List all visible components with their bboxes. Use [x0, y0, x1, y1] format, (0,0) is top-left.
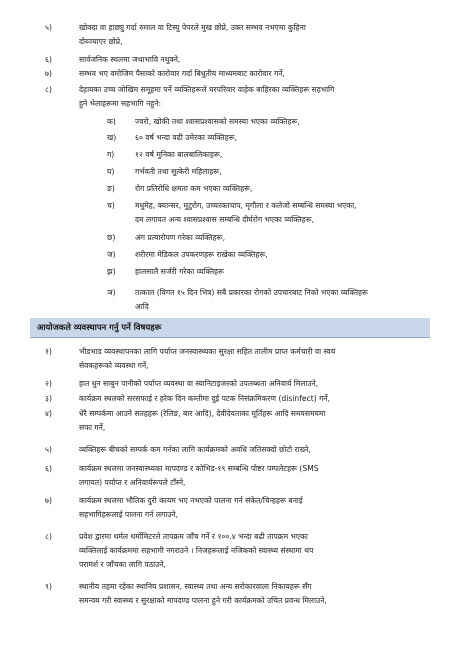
item-text	[79, 407, 427, 435]
item-text	[79, 494, 427, 522]
item-text	[79, 392, 427, 406]
item-number: २)	[45, 379, 52, 388]
text-line: शरीरमा मेडिकल उपकरणहरू राखेका व्यक्तिहरू,	[135, 250, 268, 259]
item-number: ६)	[45, 55, 52, 64]
sub-item-label: ञ)	[107, 288, 116, 297]
item-text	[135, 231, 425, 245]
item-text	[79, 67, 427, 81]
item-text	[135, 148, 425, 162]
sub-item-label: क)	[107, 117, 116, 126]
item-number: ४)	[45, 409, 52, 418]
item-text	[79, 21, 427, 49]
text-line: कार्यक्रम स्थलमा जनस्वास्थ्यका मापदण्ड र कोभिड-१९ सम्बन्धि पोष्टर पम्पलेटहरू (SMS	[79, 464, 319, 473]
text-line: प्रवेश द्वारमा थर्मल थर्मोमिटरले तापक्रम जाँच गर्ने र १००.४ भन्दा बढी तापक्रम भएका	[79, 532, 308, 541]
item-text	[135, 182, 425, 196]
text-line: १२ वर्ष मुनिका बालबालिकाहरू,	[135, 150, 223, 159]
item-text	[79, 345, 427, 373]
text-line: समन्वय गरी स्वास्थ्य र सुरक्षाको मापदण्ड पालना हुने गरी कार्यक्रमको उचित प्रवन्ध मिलाउने,	[79, 596, 327, 605]
item-text	[135, 265, 425, 279]
item-text	[135, 286, 425, 314]
text-line: कार्यक्रम स्थलमा भौतिक दुरी कायम भए नभएको पालना गर्न संकेत/चिन्हहरू बनाई	[79, 496, 303, 505]
text-line: सम्भव भए वमोजिम पैसाको कारोवार गर्दा बिधुतीय माध्यमबाट कारोवार गर्ने,	[79, 69, 285, 78]
text-line: सेवकहरूको व्यवस्था गर्ने,	[79, 361, 149, 370]
text-line: आदि	[135, 302, 149, 311]
text-line: स्थानीय तहमा रहेका स्थानिय प्रशासन, स्वास्थ्य तथा अन्य सरोकारवाला निकायहरू सँग	[79, 582, 312, 591]
item-text	[135, 165, 425, 179]
text-line: हुने भेलाहरूमा सहभागि नहुने:	[79, 99, 162, 108]
item-number: ९)	[45, 582, 52, 591]
item-text	[79, 530, 427, 572]
text-line: सहभागिहरूलाई पालना गर्न लगाउने,	[79, 510, 179, 519]
sub-item-label: ग)	[107, 150, 115, 159]
item-text	[79, 443, 427, 457]
item-text	[79, 53, 427, 67]
item-text	[79, 83, 427, 111]
item-number: ५)	[45, 445, 52, 454]
item-number: ७)	[45, 496, 52, 505]
text-line: हालसालै सर्जरी गरेका व्यक्तिहरू	[135, 267, 224, 276]
sub-item-label: घ)	[107, 167, 115, 176]
text-line: देहायका उच्च जोखिम समूहमा पर्ने व्यक्तिहरूले घरपरिवार वाहेक बाहिरका व्यक्तिहरू सहभागि	[79, 85, 335, 94]
text-line: रोग प्रतिरोधि क्षमता कम भएका व्यक्तिहरू,	[135, 184, 253, 193]
item-number: ५)	[45, 23, 52, 32]
item-number: ७)	[45, 69, 52, 78]
text-line: हात धुन साबुन पानीको पर्याप्त व्यवस्था वा स्यानिटाइजरको उपलब्धता अनिवार्य मिलाउने,	[79, 379, 319, 388]
item-text	[135, 131, 425, 145]
text-line: दम लगायत अन्य श्वासप्रश्वास सम्बन्धि दीर्घरोग भएका व्यक्तिहरू,	[135, 215, 315, 224]
text-line: ज्वरो, खोकी तथा श्वासप्रश्वासको समस्या भएका व्यक्तिहरू,	[135, 117, 300, 126]
sub-item-label: झ)	[107, 267, 116, 276]
item-number: ३)	[45, 394, 52, 403]
text-line: दोब्ज्याएर छोप्ने,	[79, 37, 123, 46]
item-text	[79, 377, 427, 391]
item-number: ८)	[45, 532, 52, 541]
item-text	[135, 115, 425, 129]
text-line: अंग प्रत्यारोपण गरेका व्यक्तिहरू,	[135, 233, 225, 242]
item-number: ८)	[45, 85, 52, 94]
text-line: मधुमेह, क्यान्सर, मुटुरोग, उच्चरक्तचाप, मृगौला र कलेजो सम्बन्धि समस्या भएका,	[135, 201, 357, 210]
sub-item-label: ङ)	[107, 184, 115, 193]
item-number: ६)	[45, 464, 52, 473]
text-line: सार्वजनिक स्थलमा जथाभावि नथुक्ने,	[79, 55, 181, 64]
section-heading: आयोजकले व्यवस्थापन गर्नु पर्ने विषयहरू	[37, 322, 162, 332]
text-line: धेरै सम्पर्कमा आउने सतहहरू (रेलिङ, बार आदि), देवीदेवताका मूर्तिहरू आदि समयसमयमा	[79, 409, 326, 418]
text-line: व्यक्तिहरू बीचको सम्पर्क कम गर्नका लागि कार्यक्रमको अवधि जतिसक्दो छोटो राख्ने,	[79, 445, 311, 454]
text-line: परामर्श र जाँचका लागि पठाउने,	[79, 560, 166, 569]
item-text	[79, 580, 427, 608]
text-line: तत्काल (विगत १५ दिन भित्र) सबै प्रकारका रोगको उपचारबाट निको भएका व्यक्तिहरू	[135, 288, 368, 297]
sub-item-label: च)	[107, 201, 115, 210]
item-text	[135, 199, 425, 227]
text-line: व्यक्तिलाई कार्यक्रममा सहभागी नगराउने । निजहरूलाई नजिकको स्वास्थ्य संस्थामा थप	[79, 546, 314, 555]
text-line: कार्यक्रम स्थलको सरसफाई र हरेक दिन कम्तीमा दुई पटक निसंक्रमिकरण (disinfect) गर्ने,	[79, 394, 330, 403]
section-heading-band	[30, 318, 430, 338]
sub-item-label: ज)	[107, 250, 116, 259]
text-line: लगायत) पर्याप्त र अनिवार्यरूपले टाँस्ने,	[79, 478, 186, 487]
sub-item-label: छ)	[107, 233, 116, 242]
text-line: ६० वर्ष भन्दा वढी उमेरका व्यक्तिहरू,	[135, 133, 238, 142]
text-line: भीडभाड व्यवस्थापनका लागि पर्याप्त जनस्वास्थ्यका सुरक्षा सहित तालीम प्राप्त कर्मचारी वा स्वयं	[79, 347, 336, 356]
item-text	[135, 248, 425, 262]
sub-item-label: ख)	[107, 133, 117, 142]
text-line: गर्भवती तथा सुत्केरी महिलाहरू,	[135, 167, 222, 176]
text-line: सफा गर्ने,	[79, 423, 106, 432]
item-number: १)	[45, 347, 52, 356]
item-text	[79, 462, 427, 490]
text-line: खोक्दा वा हाछ्यु गर्दा रुमाल वा टिस्यु पेपरले मुख छोप्ने, उक्त सम्भव नभएमा कुहिना	[79, 23, 306, 32]
